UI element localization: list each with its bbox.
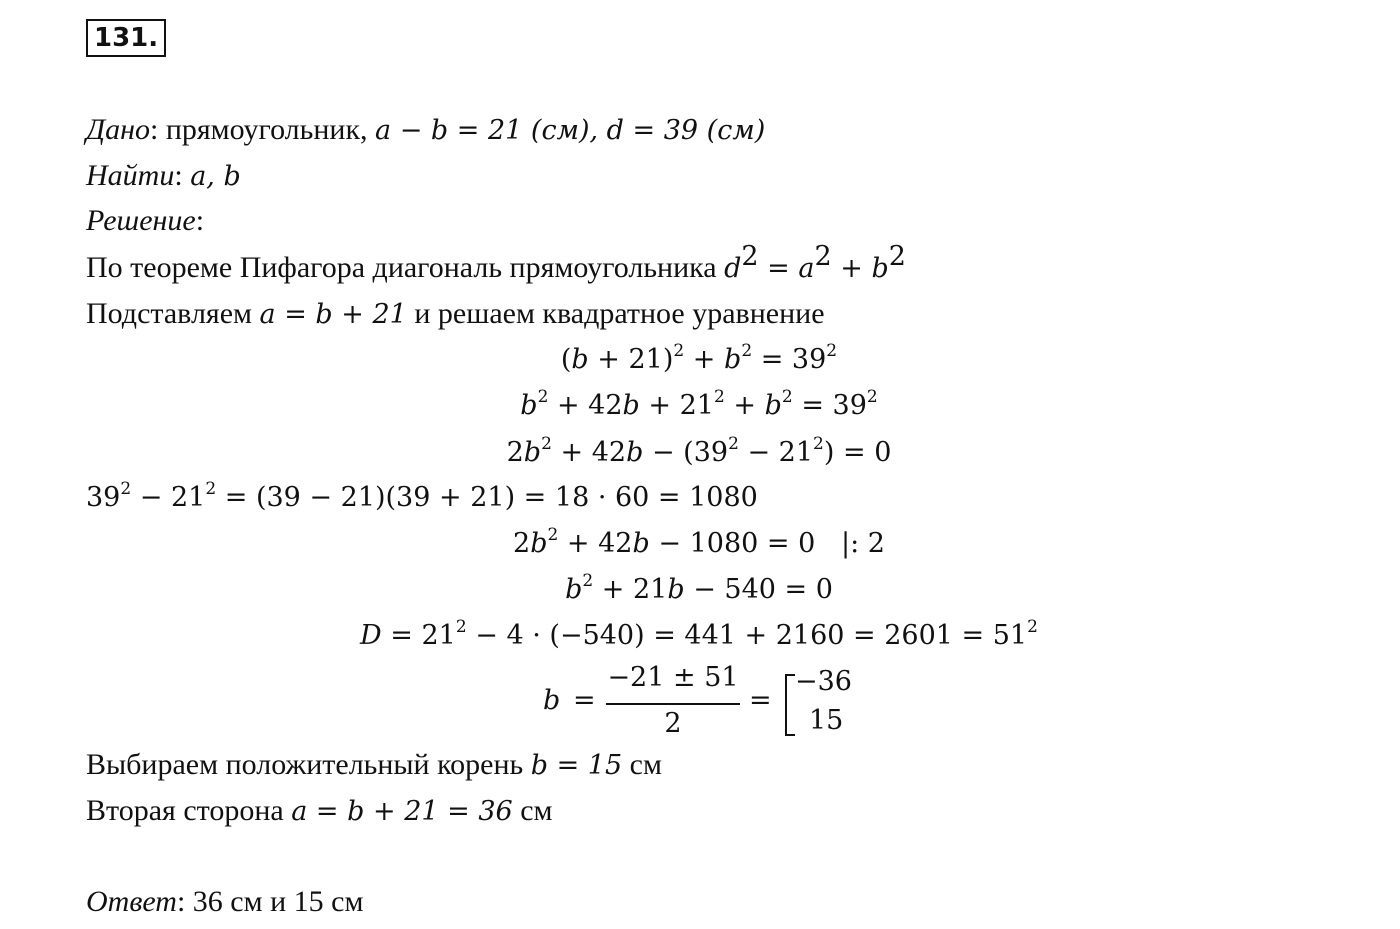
sup: 2	[741, 341, 753, 361]
pythagoras-a: = a	[758, 253, 815, 284]
equation-5	[513, 524, 885, 564]
eq-part: (	[560, 344, 572, 375]
eq-var: b	[764, 390, 782, 421]
sup: 2	[1027, 617, 1038, 637]
solution-line	[86, 201, 204, 241]
solution-text: :	[195, 204, 205, 237]
eq-var: b	[724, 344, 742, 375]
substitute-text-2: и решаем квадратное уравнение	[406, 297, 825, 330]
find-text: :	[174, 159, 191, 192]
fraction-var: b	[543, 685, 561, 716]
eq-part: − 21	[131, 482, 206, 513]
eq-var: b	[626, 437, 644, 468]
eq-part: 2	[513, 528, 531, 559]
fraction-denominator: 2	[664, 708, 682, 739]
sup: 2	[455, 617, 467, 637]
sup: 2	[547, 525, 559, 545]
eq-part: + 42	[551, 437, 627, 468]
find-math: a, b	[190, 161, 241, 192]
eq-var: b	[667, 574, 685, 605]
problem-number: 131.	[86, 19, 166, 57]
pythagoras-line	[86, 241, 906, 289]
eq-var: b	[622, 390, 640, 421]
root-2: 15	[809, 705, 844, 736]
sup: 2	[866, 387, 878, 407]
root-1: −36	[795, 666, 852, 697]
choose-math: b = 15	[530, 750, 623, 781]
eq-part: − 21	[738, 437, 814, 468]
eq-part: + 42	[548, 390, 623, 421]
choose-line	[86, 745, 662, 786]
eq-var: b	[565, 574, 583, 605]
fraction-eq: =	[573, 685, 596, 716]
fraction-numerator: −21 ± 51	[607, 662, 739, 693]
pythagoras-text: По теореме Пифагора диагональ прямоугольника	[86, 251, 725, 284]
sup: 2	[728, 434, 739, 454]
sup: 2	[582, 571, 594, 591]
answer-line	[86, 882, 363, 922]
eq-var: b	[520, 390, 538, 421]
equation-4	[86, 478, 758, 518]
roots-bracket	[785, 674, 795, 736]
second-text-1: Вторая сторона	[86, 794, 292, 827]
second-text-2: см	[512, 794, 553, 827]
substitute-line	[86, 294, 825, 335]
sup: 2	[813, 434, 824, 454]
eq-part: + 21)	[588, 344, 674, 375]
sup: 2	[205, 479, 217, 499]
given-text: : прямоугольник,	[149, 113, 376, 146]
eq-var: D	[360, 620, 382, 651]
equation-1	[561, 340, 837, 380]
equation-3	[507, 433, 892, 473]
eq-part: − 4 · (−540) = 441 + 2160 = 2601 = 51	[466, 620, 1028, 651]
choose-text-2: см	[622, 748, 662, 781]
eq-part: = 39	[752, 344, 827, 375]
sup: 2	[888, 241, 906, 272]
eq-part: + 21	[639, 390, 714, 421]
eq-part: 2	[506, 437, 524, 468]
substitute-text-1: Подставляем	[86, 297, 260, 330]
sup: 2	[741, 241, 759, 272]
equation-2	[520, 386, 877, 426]
eq-part: = 39	[792, 390, 867, 421]
solution-label: Решение	[86, 204, 196, 237]
sup: 2	[537, 387, 549, 407]
eq-var: b	[530, 528, 548, 559]
eq-part: = 21	[381, 620, 456, 651]
given-math: a − b = 21 (см), d = 39 (см)	[375, 115, 766, 146]
sup: 2	[826, 341, 838, 361]
choose-text-1: Выбираем положительный корень	[86, 748, 531, 781]
eq-part: = (39 − 21)(39 + 21) = 18 · 60 = 1080	[216, 482, 758, 513]
sup: 2	[120, 479, 132, 499]
sup: 2	[714, 387, 725, 407]
sup: 2	[673, 341, 685, 361]
given-line	[86, 110, 765, 151]
eq-var: b	[571, 344, 589, 375]
fraction-eq-2: =	[749, 685, 772, 716]
eq-part: +	[724, 390, 765, 421]
eq-var: b	[632, 528, 650, 559]
eq-var: b	[523, 437, 542, 468]
sup: 2	[781, 387, 793, 407]
sup: 2	[541, 434, 552, 454]
eq-part: − (39	[643, 437, 729, 468]
find-line	[86, 156, 241, 197]
second-math: a = b + 21 = 36	[291, 796, 513, 827]
answer-label: Ответ	[86, 885, 177, 918]
given-label: Дано	[86, 113, 150, 146]
substitute-math: a = b + 21	[259, 299, 407, 330]
eq-part: + 42	[558, 528, 633, 559]
eq-part: + 21	[593, 574, 668, 605]
eq-part: +	[684, 344, 725, 375]
equation-6	[565, 570, 833, 610]
eq-part: 39	[86, 482, 121, 513]
equation-7	[360, 616, 1038, 656]
eq-part: ) = 0	[823, 437, 892, 468]
pythagoras-d: d	[724, 253, 742, 284]
find-label: Найти	[86, 159, 175, 192]
second-side-line	[86, 791, 553, 832]
eq-part: − 1080 = 0 |: 2	[649, 528, 885, 559]
pythagoras-b: + b	[831, 253, 889, 284]
eq-part: − 540 = 0	[684, 574, 833, 605]
answer-text: : 36 см и 15 см	[176, 885, 364, 918]
fraction-bar	[606, 703, 740, 705]
sup: 2	[814, 241, 832, 272]
